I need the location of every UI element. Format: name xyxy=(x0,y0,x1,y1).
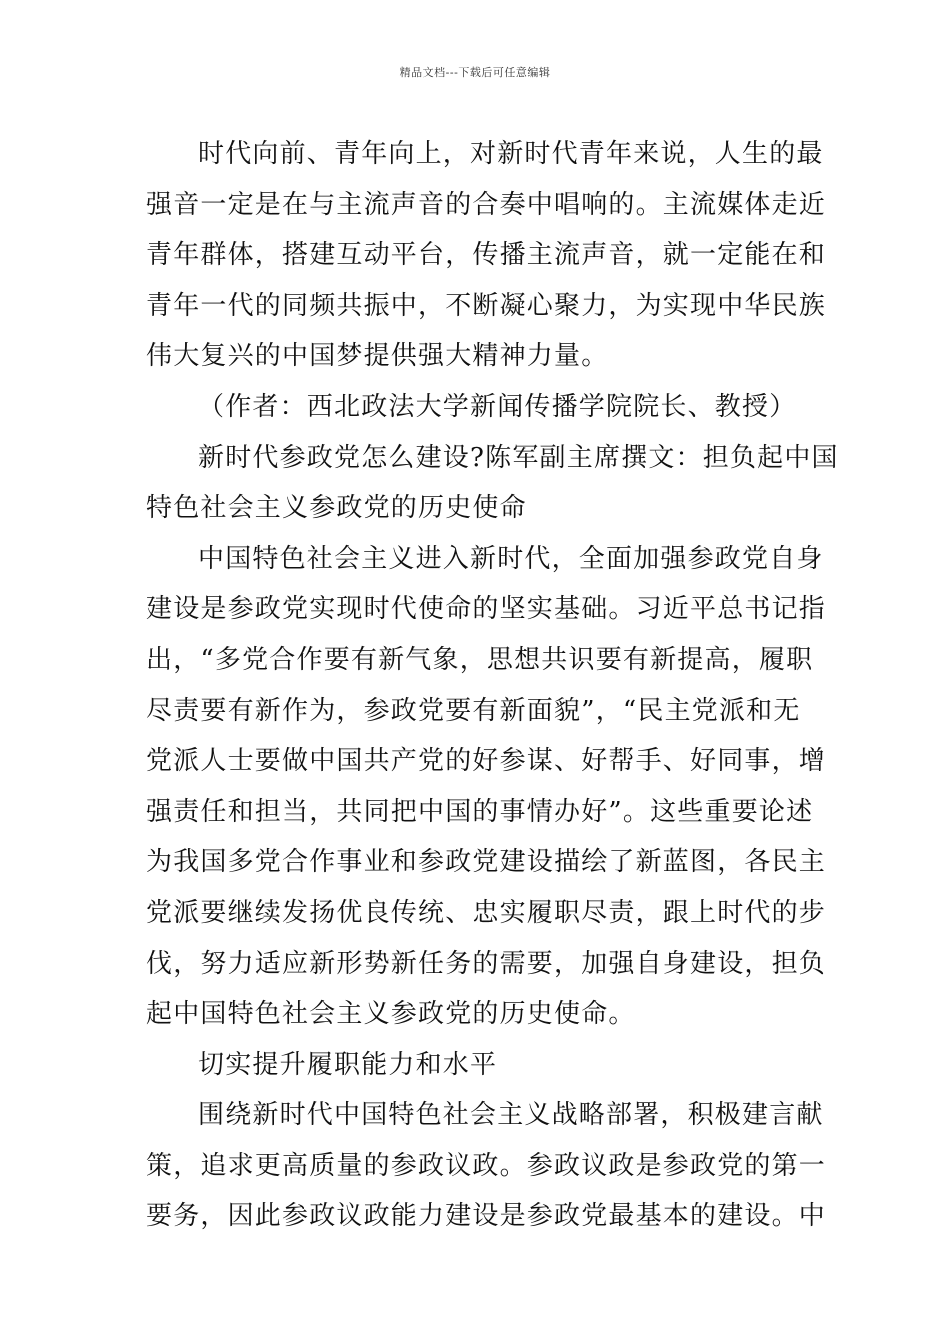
text-line: （作者：西北政法大学新闻传播学院院长、教授） xyxy=(198,391,797,422)
text-line: 切实提升履职能力和水平 xyxy=(198,1049,498,1080)
paragraph-youth-voice xyxy=(146,129,827,382)
article-title xyxy=(146,433,839,534)
text-line: 强责任和担当，共同把中国的事情办好”。这些重要论述 xyxy=(146,796,814,827)
paragraph-strategy xyxy=(146,1090,827,1242)
text-line: 党派人士要做中国共产党的好参谋、好帮手、好同事，增 xyxy=(146,746,827,777)
document-body xyxy=(146,129,839,1242)
text-line: 强音一定是在与主流声音的合奏中唱响的。主流媒体走近 xyxy=(146,189,827,220)
text-line: 时代向前、青年向上，对新时代青年来说，人生的最 xyxy=(198,139,824,169)
text-line: 围绕新时代中国特色社会主义战略部署，积极建言献 xyxy=(198,1100,824,1131)
text-line: 为我国多党合作事业和参政党建设描绘了新蓝图，各民主 xyxy=(146,847,827,878)
text-line: 建设是参政党实现时代使命的坚实基础。习近平总书记指 xyxy=(146,594,827,625)
text-line: 特色社会主义参政党的历史使命 xyxy=(146,493,527,524)
text-line: 伟大复兴的中国梦提供强大精神力量。 xyxy=(146,341,609,372)
text-line: 中国特色社会主义进入新时代，全面加强参政党自身 xyxy=(198,543,824,574)
text-line: 青年群体，搭建互动平台，传播主流声音，就一定能在和 xyxy=(146,240,827,271)
text-line: 尽责要有新作为，参政党要有新面貌”，“民主党派和无 xyxy=(146,695,801,726)
page-header: 精品文档---下载后可任意编辑 xyxy=(399,66,551,79)
text-line: 要务，因此参政议政能力建设是参政党最基本的建设。中 xyxy=(146,1201,827,1232)
paragraph-author-note xyxy=(146,382,806,433)
section-heading xyxy=(146,1040,806,1091)
paragraph-new-era xyxy=(146,534,827,1040)
text-line: 青年一代的同频共振中，不断凝心聚力，为实现中华民族 xyxy=(146,290,827,321)
text-line: 伐，努力适应新形势新任务的需要，加强自身建设，担负 xyxy=(146,948,827,979)
text-line: 新时代参政党怎么建设?陈军副主席撰文：担负起中国 xyxy=(198,442,839,473)
text-line: 出，“多党合作要有新气象，思想共识要有新提高，履职 xyxy=(146,644,814,675)
text-line: 党派要继续发扬优良传统、忠实履职尽责，跟上时代的步 xyxy=(146,897,827,928)
text-line: 策，追求更高质量的参政议政。参政议政是参政党的第一 xyxy=(146,1150,827,1181)
text-line: 起中国特色社会主义参政党的历史使命。 xyxy=(146,999,636,1030)
